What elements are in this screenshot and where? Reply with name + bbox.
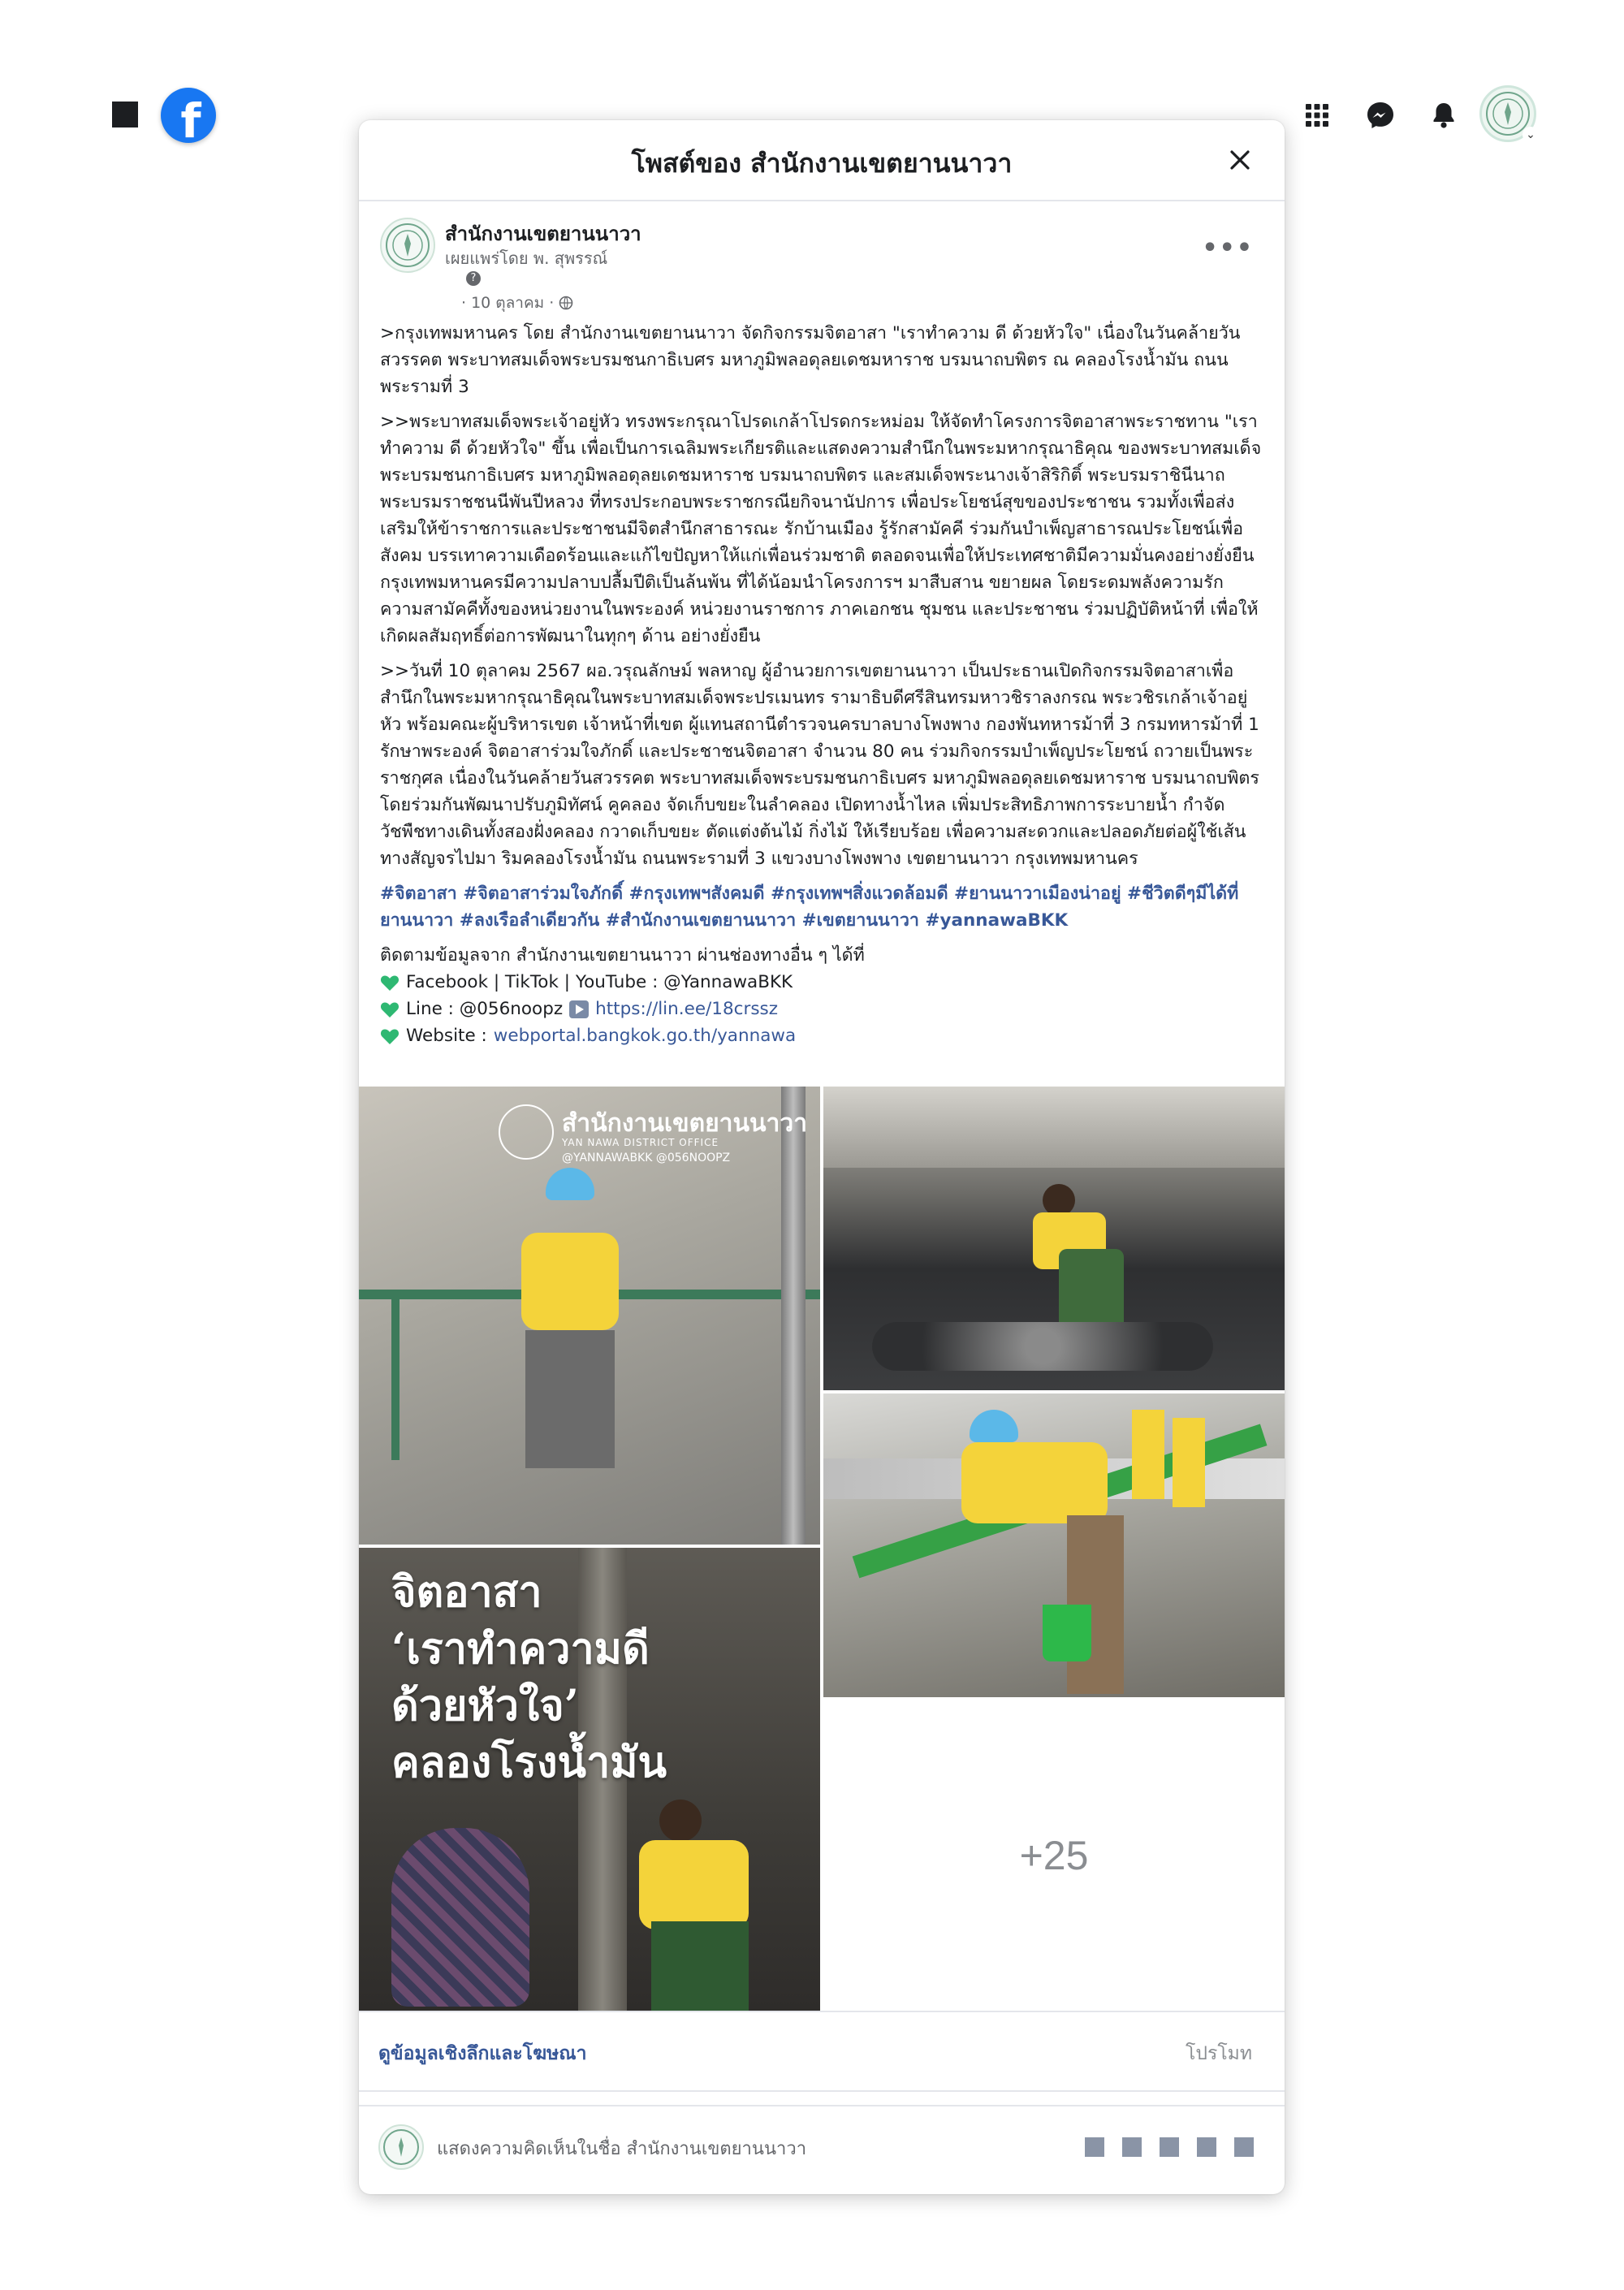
photo-title-overlay [391, 1564, 667, 1791]
photo-1[interactable] [359, 1087, 820, 1545]
photo-title-line: คลองโรงน้ำมัน [391, 1738, 667, 1787]
follow-intro: ติดตามข้อมูลจาก สำนักงานเขตยานนาวา ผ่านช่องทางอื่น ๆ ได้ที่ [380, 945, 865, 966]
contact-website-row [380, 1022, 1265, 1049]
insights-link[interactable]: ดูข้อมูลเชิงลึกและโฆษณา [378, 2043, 587, 2064]
overlay-brand-sub: YAN NAWA DISTRICT OFFICE [562, 1137, 719, 1148]
more-photos-count: +25 [1019, 1833, 1089, 1878]
close-icon [1229, 149, 1251, 171]
grid-divider [359, 2011, 1285, 2012]
commenter-avatar[interactable] [378, 2124, 424, 2170]
seal-icon [382, 219, 434, 271]
avatar-sticker-icon[interactable] [1085, 2137, 1104, 2157]
footer-divider [359, 2090, 1285, 2092]
sticker-icon[interactable] [1234, 2137, 1254, 2157]
chevron-down-icon: ⌄ [1522, 127, 1539, 143]
green-heart-icon [380, 1027, 400, 1045]
seal-icon [499, 1104, 554, 1160]
photo-4[interactable] [359, 1548, 820, 2011]
woven-basket [391, 1828, 529, 2007]
post-header [380, 218, 1265, 315]
post-paragraph: >>วันที่ 10 ตุลาคม 2567 ผอ.วรุณลักษม์ พลหาญ ผู้อำนวยการเขตยานนาวา เป็นประธานเปิดกิจกรรมจิตอาสาเพื่อสำนึกในพระมหากรุณาธิคุณในพระบาทสมเด็จพระปรเมนทร รามาธิบดีศรีสินทรมหาวชิราลงกรณ พระวชิรเกล้าเจ้าอยู่หัว พร้อมคณะผู้บริหารเขต เจ้าหน้าที่เขต ผู้แทนสถานีตำรวจนครบาลบางโพงพาง กองพันทหารม้าที่ 3 กรมทหารม้าที่ 1 รักษาพระองค์ จิตอาสาร่วมใจภักดิ์ และประชาชนจิตอาสา จำนวน 80 คน ร่วมกิจกรรมบำเพ็ญประโยชน์ ถวายเป็นพระราชกุศล เนื่องในวันคล้ายวันสวรรคต พระบาทสมเด็จพระบรมชนกาธิเบศร มหาภูมิพลอดุลยเดชมหาราช บรมนาถบพิตร โดยร่วมกันพัฒนาปรับภูมิทัศน์ คูคลอง จัดเก็บขยะในลำคลอง เปิดทางน้ำไหล เพิ่มประสิทธิภาพการระบายน้ำ กำจัดวัชพืชทางเดินทั้งสองฝั่งคลอง กวาดเก็บขยะ ตัดแต่งต้นไม้ กิ่งไม้ ให้เรียบร้อย เพื่อความสะดวกและปลอดภัยต่อผู้ใช้เส้นทางสัญจรไปมา ริมคลองโรงน้ำมัน ถนนพระรามที่ 3 แขวงบางโพงพาง เขตยานนาวา กรุงเทพมหานคร [380, 661, 1259, 869]
green-heart-icon [380, 1000, 400, 1018]
play-icon [569, 1000, 589, 1018]
footer-divider [359, 2105, 1285, 2106]
camera-icon[interactable] [1160, 2137, 1179, 2157]
comment-tools [1085, 2137, 1254, 2157]
person-cap [970, 1410, 1018, 1442]
person-pants [525, 1330, 615, 1468]
emoji-icon[interactable] [1122, 2137, 1142, 2157]
person-head [659, 1800, 702, 1842]
question-icon[interactable]: ? [466, 271, 481, 286]
contact-website-label: Website : [406, 1026, 487, 1046]
overlay-brand-social: @YANNAWABKK @056NOOPZ [562, 1151, 731, 1164]
post-paragraph: >>พระบาทสมเด็จพระเจ้าอยู่หัว ทรงพระกรุณาโปรดเกล้าโปรดกระหม่อม ให้จัดทำโครงการจิตอาสาพระราชทาน "เราทำความ ดี ด้วยหัวใจ" ขึ้น เพื่อเป็นการเฉลิมพระเกียรติและแสดงความสำนึกในพระมหากรุณาธิคุณ ของพระบาทสมเด็จพระบรมชนกาธิเบศร มหาภูมิพลอดุลยเดชมหาราช บรมนาถบพิตร และสมเด็จพระนางเจ้าสิริกิติ์ พระบรมราชินีนาถ พระบรมราชชนนีพันปีหลวง ที่ทรงประกอบพระราชกรณียกิจนานัปการ เพื่อประโยชน์สุขของประชาชน รวมทั้งเพื่อส่งเสริมให้ข้าราชการและประชาชนมีจิตสำนึกสาธารณะ รักบ้านเมือง รู้รักสามัคคี ร่วมกันบำเพ็ญสาธารณประโยชน์เพื่อสังคม บรรเทาความเดือดร้อนและแก้ไขปัญหาให้แก่เพื่อนร่วมชาติ ตลอดจนเพื่อให้ประเทศชาติมีความมั่นคงอย่างยั่งยืน กรุงเทพมหานครมีความปลาบปลื้มปีติเป็นล้นพ้น ที่ได้น้อมนำโครงการฯ มาสืบสาน ขยายผล โดยระดมพลังความรัก ความสามัคคีทั้งของหน่วยงานในพระองค์ หน่วยงานราชการ ภาคเอกชน ชุมชน และประชาชน ร่วมปฏิบัติหน้าที่ เพื่อให้เกิดผลสัมฤทธิ์ต่อการพัฒนาในทุกๆ ด้าน อย่างยั่งยืน [380, 412, 1262, 646]
person-background [1132, 1410, 1164, 1499]
person-shirt [961, 1442, 1108, 1523]
culvert-ceiling [823, 1087, 1285, 1168]
person-head [1043, 1184, 1075, 1216]
messenger-icon[interactable] [1363, 97, 1398, 133]
top-bar-actions [1299, 81, 1559, 154]
seal-icon [380, 2126, 422, 2168]
modal-header [359, 120, 1285, 200]
contact-social-row [380, 969, 1265, 996]
line-link[interactable]: https://lin.ee/18crssz [595, 999, 779, 1019]
facebook-logo-letter: f [180, 93, 201, 149]
person-waders [651, 1921, 749, 2011]
hashtags[interactable]: #จิตอาสา #จิตอาสาร่วมใจภักดิ์ #กรุงเทพฯสังคมดี #กรุงเทพฯสิ่งแวดล้อมดี #ยานนาวาเมืองน่าอยู่ #ชีวิตดีๆมีได้ที่ยานนาวา #ลงเรือลำเดียวกัน #สำนักงานเขตยานนาวา #เขตยานนาวา #yannawaBKK [380, 884, 1239, 931]
comment-composer[interactable] [378, 2118, 1265, 2176]
photo-title-line: ‘เราทำความดี [391, 1624, 650, 1674]
bell-icon[interactable] [1426, 97, 1462, 133]
photo-3[interactable] [823, 1393, 1285, 1697]
person-background [1173, 1418, 1205, 1507]
contact-social: Facebook | TikTok | YouTube : @YannawaBKK [406, 972, 793, 992]
floating-trash [872, 1322, 1213, 1371]
contact-line-label: Line : @056noopz [406, 999, 564, 1019]
post-paragraph: >กรุงเทพมหานคร โดย สำนักงานเขตยานนาวา จัดกิจกรรมจิตอาสา "เราทำความ ดี ด้วยหัวใจ" เนื่องในวันคล้ายวันสวรรคต พระบาทสมเด็จพระบรมชนกาธิเบศร มหาภูมิพลอดุลยเดชมหาราช บรมนาถบพิตร ณ คลองโรงน้ำมัน ถนนพระรามที่ 3 [380, 323, 1241, 397]
post-body [380, 320, 1265, 1049]
post-date[interactable] [461, 291, 573, 315]
photo-title-line: ด้วยหัวใจ’ [391, 1681, 579, 1730]
gif-icon[interactable] [1197, 2137, 1216, 2157]
photo-title-line: จิตอาสา [391, 1567, 542, 1617]
railing-post [391, 1298, 400, 1460]
globe-icon [559, 296, 573, 310]
photo-grid [359, 1087, 1285, 2011]
square-icon[interactable] [112, 102, 138, 127]
person-shirt [521, 1233, 619, 1330]
post-date-text: · 10 ตุลาคม · [461, 294, 555, 312]
header-divider [359, 200, 1285, 201]
post-modal [359, 120, 1285, 2194]
menu-grid-icon[interactable] [1299, 97, 1335, 133]
more-options-button[interactable]: ••• [1202, 234, 1254, 262]
page-name[interactable]: สำนักงานเขตยานนาวา [445, 223, 641, 245]
person-shirt [639, 1840, 749, 1929]
facebook-logo[interactable] [161, 88, 216, 149]
comment-placeholder[interactable]: แสดงความคิดเห็นในชื่อ สำนักงานเขตยานนาวา [437, 2139, 807, 2159]
modal-title: โพสต์ของ สำนักงานเขตยานนาวา [631, 148, 1013, 179]
page-avatar[interactable] [380, 218, 435, 273]
brand-overlay [499, 1098, 807, 1187]
website-link[interactable]: webportal.bangkok.go.th/yannawa [493, 1026, 797, 1046]
green-bucket [1043, 1605, 1091, 1661]
account-avatar[interactable] [1479, 85, 1536, 142]
photo-2[interactable] [823, 1087, 1285, 1390]
close-button[interactable] [1218, 138, 1262, 182]
overlay-brand-name: สำนักงานเขตยานนาวา [562, 1109, 808, 1138]
promote-button[interactable]: โปรโมท [1186, 2043, 1252, 2064]
green-heart-icon [380, 974, 400, 992]
photo-more[interactable] [823, 1700, 1285, 2011]
contact-line-row [380, 996, 1265, 1022]
published-by: เผยแพร่โดย พ. สุพรรณ์ [445, 248, 608, 268]
